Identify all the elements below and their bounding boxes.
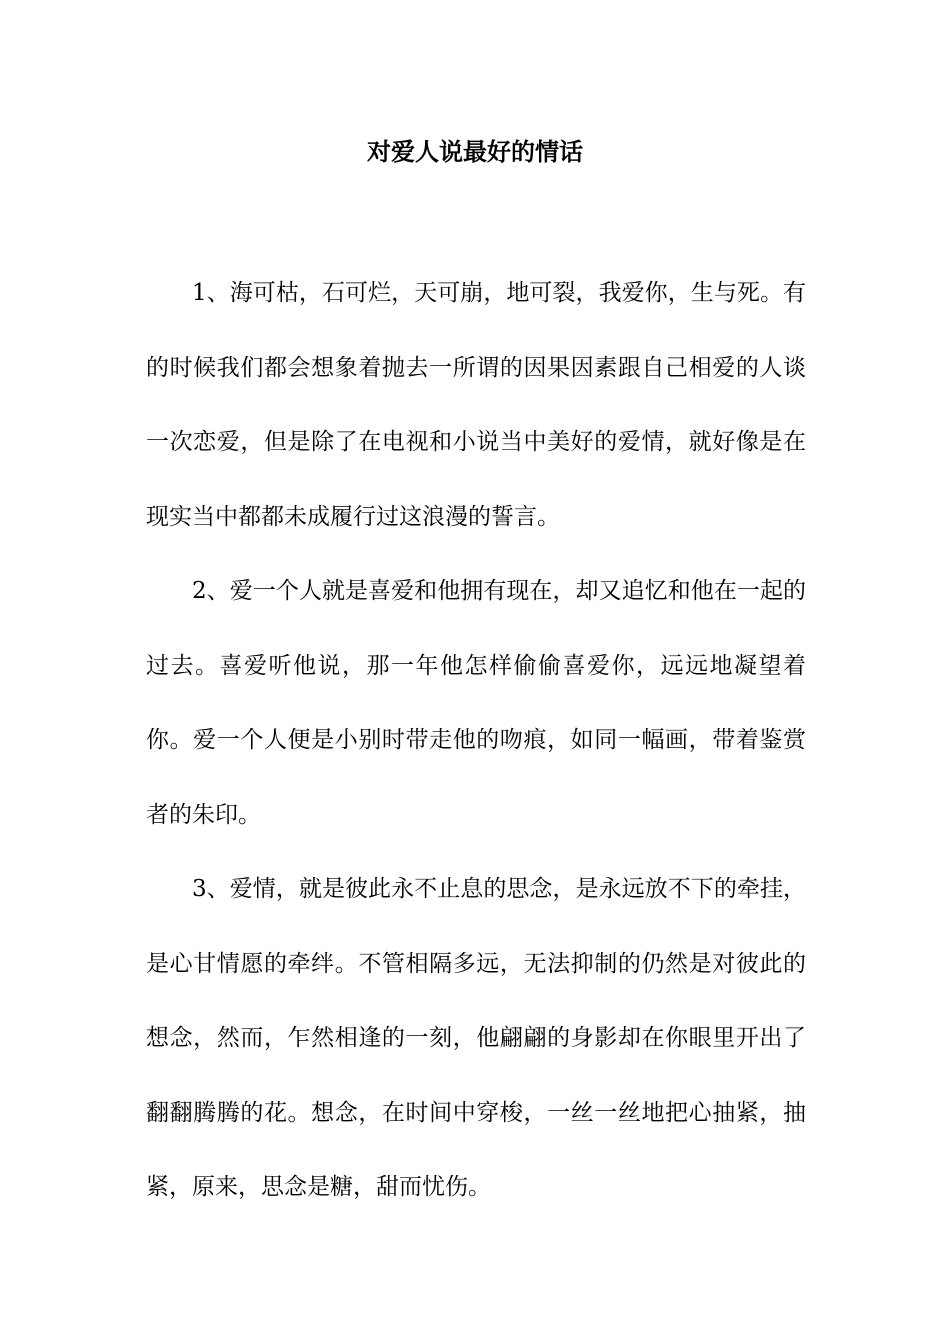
- paragraph-1: 1、海可枯，石可烂，天可崩，地可裂，我爱你，生与死。有的时候我们都会想象着抛去一所谓的因果因素跟自己相爱的人谈一次恋爱，但是除了在电视和小说当中美好的爱情，就好像是在现实当中都都未成履行过这浪漫的誓言。: [146, 280, 806, 530]
- paragraph-2: 2、爱一个人就是喜爱和他拥有现在，却又追忆和他在一起的过去。喜爱听他说，那一年他怎样偷偷喜爱你，远远地凝望着你。爱一个人便是小别时带走他的吻痕，如同一幅画，带着鉴赏者的朱印。: [146, 578, 806, 828]
- document-body: [146, 256, 806, 1225]
- document-title: 对爱人说最好的情话: [367, 137, 583, 166]
- paragraph-3: 3、爱情，就是彼此永不止息的思念，是永远放不下的牵挂，是心甘情愿的牵绊。不管相隔多远，无法抑制的仍然是对彼此的想念，然而，乍然相逢的一刻，他翩翩的身影却在你眼里开出了翻翻腾腾的花。想念，在时间中穿梭，一丝一丝地把心抽紧，抽紧，原来，思念是糖，甜而忧伤。: [146, 876, 806, 1200]
